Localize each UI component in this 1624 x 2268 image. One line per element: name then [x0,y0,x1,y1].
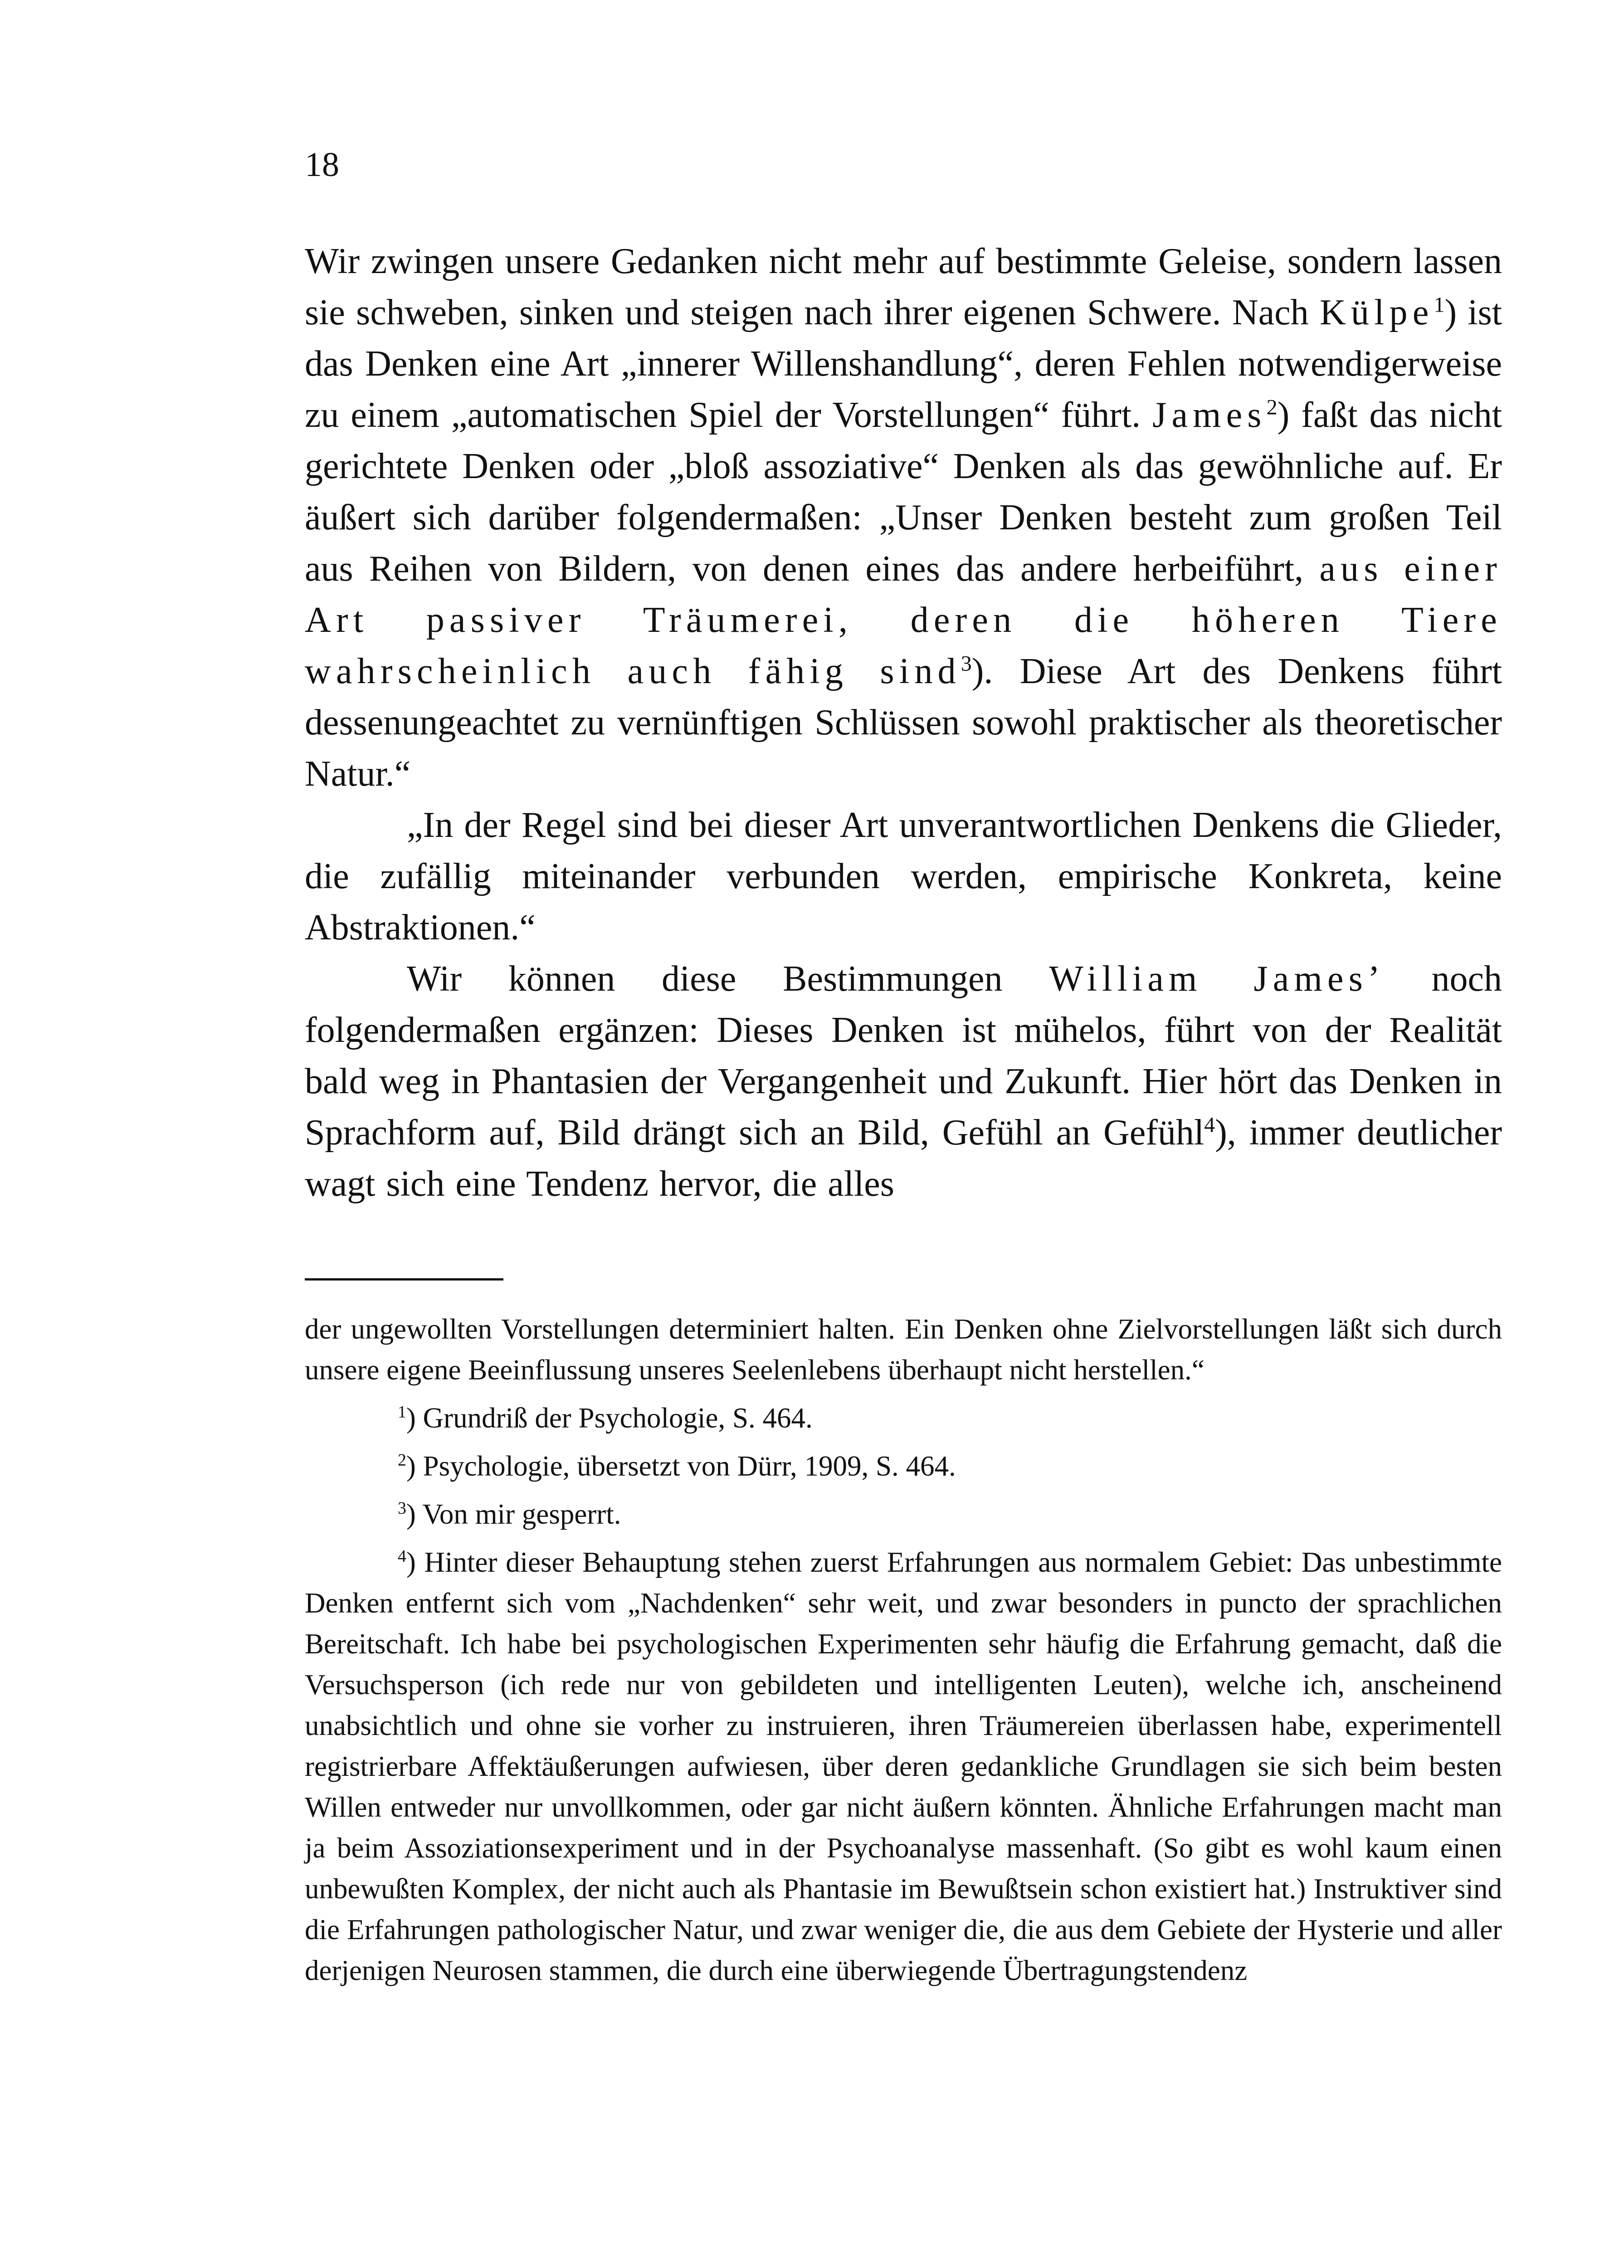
author-kuelpe: Külpe [1319,293,1434,332]
footnote-text: ) Psychologie, übersetzt von Dürr, 1909, S. 464. [406,1450,956,1482]
text-segment: ). Diese Art des Denkens führt dessenungeachtet zu vernünftigen Schlüssen sowohl praktischer als theoretischer Natur.“ [305,651,1502,794]
footnote-mark: 3 [398,1499,406,1518]
paragraph-1 [305,236,1502,800]
footnote-3 [305,1494,1502,1535]
emphasized-quote: aus einer Art passiver Träumerei, deren die höheren Tiere wahrscheinlich auch fähig sind [305,549,1502,691]
page-number: 18 [305,146,339,184]
footnotes [305,1309,1502,1991]
footnote-text: ) Von mir gesperrt. [406,1498,621,1530]
text-segment: ), immer deutlicher wagt sich eine Tendenz hervor, die alles [305,1113,1502,1204]
footnote-ref-4: 4 [1204,1113,1215,1137]
footnote-4 [305,1542,1502,1991]
footnote-2 [305,1446,1502,1486]
footnote-text: ) Hinter dieser Behauptung stehen zuerst Erfahrungen aus normalem Gebiet: Das unbestimmte Denken entfernt sich vom „Nachdenken“ sehr weit, und zwar besonders in puncto der sprachlichen Bereitschaft. Ich habe bei psychologischen Experimenten sehr häufig die Erfahrung gemacht, daß die Versuchsperson (ich rede nur von gebildeten und intelligenten Leuten), welche ich, anscheinend unabsichtlich und ohne sie vorher zu instruieren, ihren Träumereien überlassen habe, experimentell registrierbare Affektäußerungen aufwiesen, über deren gedankliche Grundlagen sie sich beim besten Willen entweder nur unvollkommen, oder gar nicht äußern könnten. Ähnliche Erfahrungen macht man ja beim Assoziationsexperiment und in der Psychoanalyse massenhaft. (So gibt es wohl kaum einen unbewußten Komplex, der nicht auch als Phantasie im Bewußtsein schon existiert hat.) Instruktiver sind die Erfahrungen pathologischer Natur, und zwar weniger die, die aus dem Gebiete der Hysterie und aller derjenigen Neurosen stammen, die durch eine überwiegende Übertragungstendenz [305,1546,1502,1986]
paragraph-2: „In der Regel sind bei dieser Art unverantwortlichen Denkens die Glieder, die zufällig miteinander verbunden werden, empirische Konkreta, keine Abstraktionen.“ [305,805,1502,948]
paragraph-3 [305,953,1502,1210]
main-text [305,236,1502,1210]
footnote-ref-2: 2 [1266,395,1278,420]
footnote-continuation: der ungewollten Vorstellungen determiniert halten. Ein Denken ohne Zielvorstellungen läßt sich durch unsere eigene Beeinflussung unseres Seelenlebens überhaupt nicht herstellen.“ [305,1313,1502,1386]
footnote-ref-3: 3 [961,651,972,676]
text-segment: ) ist das Denken eine Art „innerer Willenshandlung“, deren Fehlen notwendigerweise zu einem „automatischen Spiel der Vorstellungen“ führt. [305,293,1502,435]
footnote-mark: 4 [398,1547,406,1566]
author-william-james: William James’ [1049,959,1385,999]
text-segment: noch folgendermaßen ergänzen: Dieses Denken ist mühelos, führt von der Realität bald weg in Phantasien der Vergangenheit und Zukunft. Hier hört das Denken in Sprachform auf, Bild drängt sich an Bild, Gefühl an Gefühl [305,959,1502,1153]
text-segment: Wir können diese Bestimmungen [407,959,1049,999]
footnote-separator [305,1278,503,1281]
text-segment: Wir zwingen unsere Gedanken nicht mehr auf bestimmte Geleise, sondern lassen sie schweben, sinken und steigen nach ihrer eigenen Schwere. Nach [305,241,1502,332]
author-james: James [1152,395,1267,435]
text-segment: ) faßt das nicht gerichtete Denken oder „bloß assoziative“ Denken als das gewöhnliche auf. Er äußert sich darüber folgendermaßen: „Unser Denken besteht zum großen Teil aus Reihen von Bildern, von denen eines das andere herbeiführt, [305,395,1502,589]
footnote-1 [305,1398,1502,1438]
footnote-ref-1: 1 [1434,293,1445,317]
footnote-mark: 2 [398,1451,406,1470]
footnote-text: ) Grundriß der Psychologie, S. 464. [406,1402,813,1434]
footnote-mark: 1 [398,1403,406,1422]
